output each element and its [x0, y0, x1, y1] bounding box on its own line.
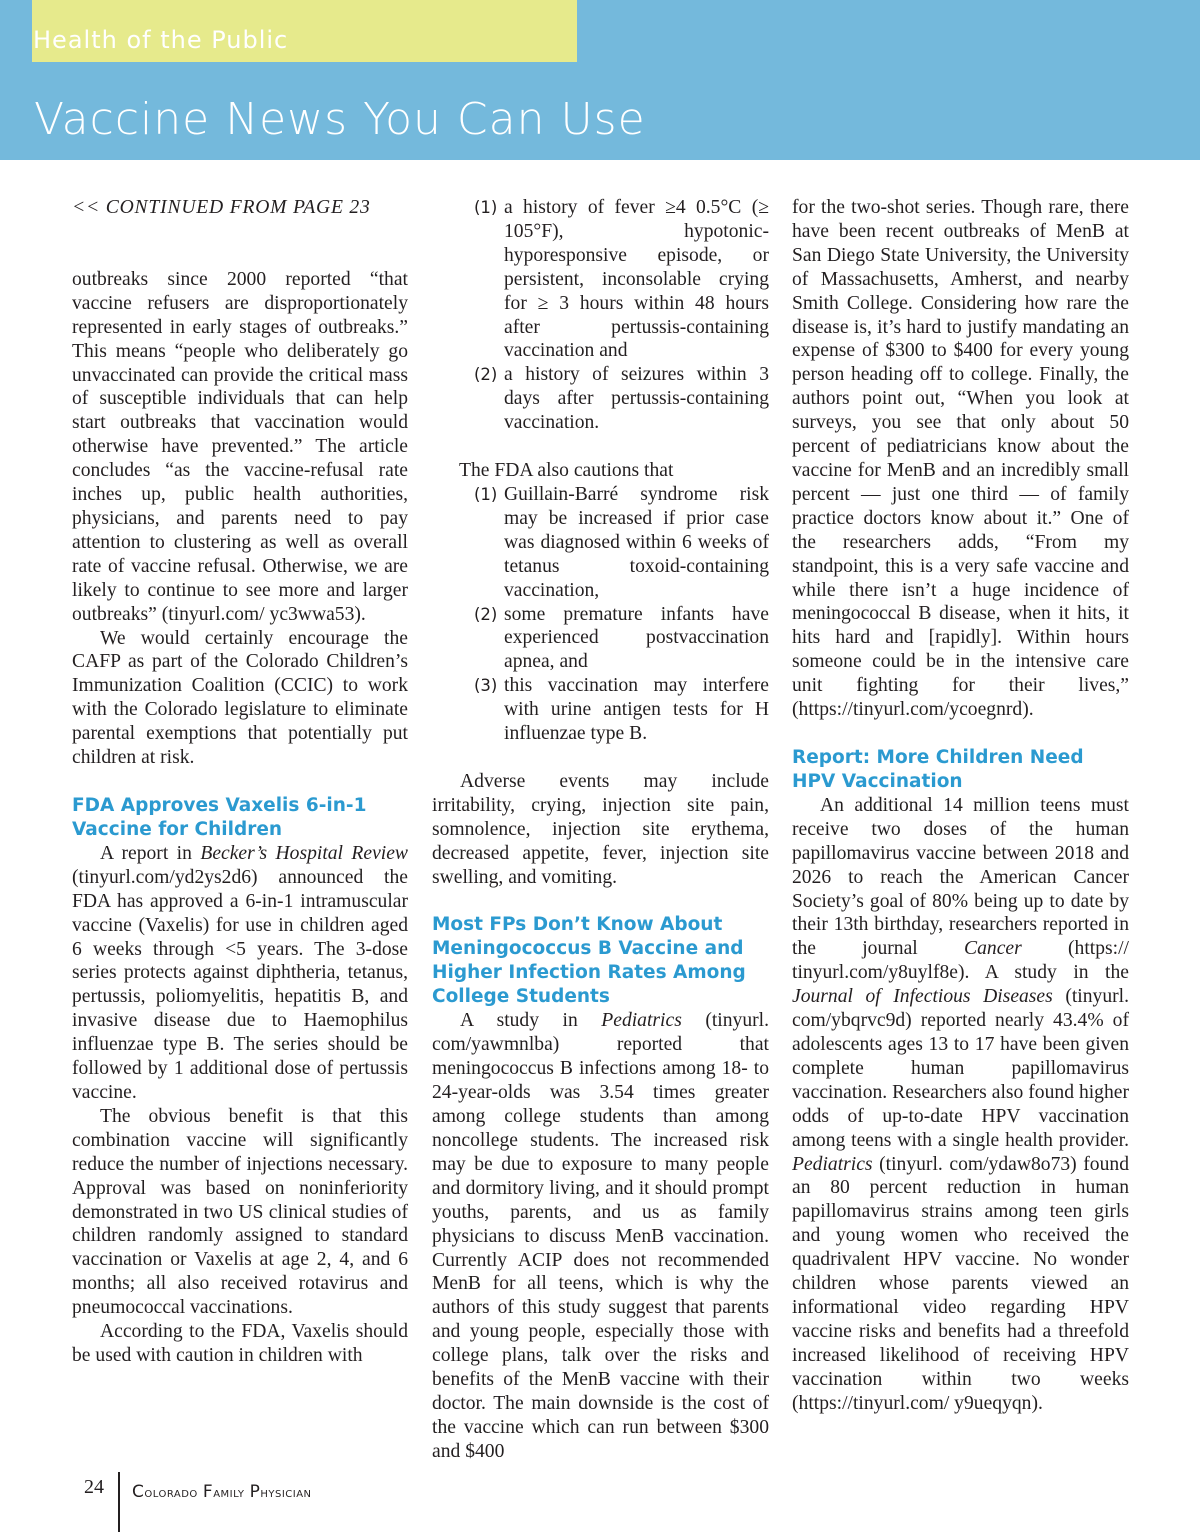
column-1: [72, 196, 408, 1368]
page-number: 24: [84, 1476, 104, 1498]
source-title: Journal of Infectious Diseases: [792, 986, 1053, 1008]
continued-from-label: << CONTINUED FROM PAGE 23: [72, 197, 371, 218]
spacer: [432, 889, 769, 913]
page-footer: [0, 1472, 1200, 1540]
spacer: [432, 746, 769, 770]
list-item-text: a history of fever ≥4 0.5°C (≥ 105°F), hypotonic-hyporesponsive episode, or persistent, inconsolable crying for ≥ 3 hours within 48 hours after pertussis-containing vaccination and: [504, 197, 769, 362]
text-run: olorado: [144, 1485, 203, 1501]
spacer: [72, 220, 408, 268]
list-item-text: some premature infants have experienced postvaccination apnea, and: [504, 603, 769, 673]
paragraph-hpv: [792, 794, 1129, 1416]
paragraph-vaxelis-benefit: The obvious benefit is that this combination vaccine will significantly reduce the number of injections necessary. Approval was based on noninferiority demonstrated in two US clinical studies of children randomly assigned to standard vaccination or Vaxelis at age 2, 4, and 6 months; all also received rotavirus and pneumococcal vaccinations.: [72, 1105, 408, 1319]
caution-list: [432, 196, 769, 435]
paragraph-menb-study: [432, 1009, 769, 1463]
text-run: C: [132, 1482, 145, 1502]
list-item-text: a history of seizures within 3 days after pertussis-containing vaccination.: [504, 364, 769, 434]
paragraph-cafp: We would certainly encourage the CAFP as part of the Colorado Children’s Immunization Coalition (CCIC) to work with the Colorado legislature to eliminate parental exemptions that potentially put children at risk.: [72, 627, 408, 769]
list-item-text: this vaccination may interfere with urine antigen tests for H influenzae type B.: [504, 675, 769, 745]
list-number: (1): [474, 484, 498, 504]
text-run: A report in: [100, 842, 201, 864]
text-run: (tinyurl. com/ydaw8o73) found an 80 percent reduction in human papillomavirus strains among teen girls and young women who received the quadrivalent HPV vaccine. No wonder children whose parents viewed an informational video regarding HPV vaccine risks and benefits had a threefold increased likelihood of receiving HPV vaccination within two weeks (https://tinyurl.com/ y9ueqyqn).: [792, 1153, 1129, 1414]
text-run: hysician: [260, 1485, 312, 1501]
paragraph-vaxelis-caution: According to the FDA, Vaxelis should be used with caution in children with: [72, 1321, 408, 1366]
spacer: [792, 722, 1129, 746]
text-run: (tinyurl. com/yawmnlba) reported that meningococcus B infections among 18- to 24-year-olds was 3.54 times greater among college students than among noncollege students. The increased risk may be due to exposure to many people and dormitory living, and it should prompt youths, parents, and us as family physicians to discuss MenB vaccination. Currently ACIP does not recommended MenB for all teens, which is why the authors of this study suggest that parents and young people, especially those with college plans, talk over the risks and benefits of the MenB vaccine with their doctor. The main downside is the cost of the vaccine which can run between $300 and $400: [432, 1010, 769, 1462]
footer-divider: [118, 1472, 120, 1532]
page-title: Vaccine News You Can Use: [34, 94, 646, 145]
publication-name: [132, 1482, 312, 1502]
list-number: (3): [474, 676, 498, 696]
source-title: Becker’s Hospital Review: [200, 842, 408, 864]
text-run: P: [249, 1482, 261, 1502]
source-title: Pediatrics: [601, 1010, 682, 1032]
text-run: A study in: [460, 1010, 602, 1032]
text-run: (https:// tinyurl.com/y8uylf8e). A study in the: [792, 938, 1129, 984]
list-number: (2): [474, 604, 498, 624]
list-number: (2): [474, 365, 498, 385]
heading-hpv: Report: More Children Need HPV Vaccination: [792, 746, 1084, 792]
paragraph-menb-continued: for the two-shot series. Though rare, there have been recent outbreaks of MenB at San Diego State University, the University of Massachusetts, Amherst, and nearby Smith College. Considering how rare the disease is, it’s hard to justify mandating an expense of $300 to $400 for every young person heading off to college. Finally, the authors point out, “When you look at surveys, you see that only about 50 percent of pediatricians know about the vaccine for MenB and an incredibly small percent — just one third — of family practice doctors know about it.” One of the researchers adds, “From my standpoint, this is a very safe vaccine and while there isn’t a huge incidence of meningococcal B disease, when it hits, it hits hard and [rapidly]. Within hours someone could be in the intensive care unit fighting for their lives,” (https://tinyurl.com/ycoegnrd).: [792, 197, 1129, 721]
list-item-text: Guillain-Barré syndrome risk may be increased if prior case was diagnosed within 6 weeks of tetanus toxoid-containing vaccination,: [504, 483, 769, 601]
source-title: Pediatrics: [792, 1153, 873, 1175]
fda-cautions-list: [432, 483, 769, 746]
text-run: (tinyurl. com/ybqrvc9d) reported nearly 43.4% of adolescents ages 13 to 17 have been given complete human papillomavirus vaccination. Researchers also found higher odds of up-to-date HPV vaccination among teens with a single health provider.: [792, 986, 1129, 1151]
list-item: [432, 196, 769, 363]
spacer: [72, 770, 408, 794]
paragraph-adverse-events: Adverse events may include irritability, crying, injection site pain, somnolence, injection site erythema, decreased appetite, fever, injection site swelling, and vomiting.: [432, 770, 769, 888]
paragraph-outbreaks: outbreaks since 2000 reported “that vaccine refusers are disproportionately represented in early stages of outbreaks.” This means “people who deliberately go unvaccinated can provide the critical mass of susceptible individuals that can help start outbreaks that vaccination would otherwise have prevented.” The article concludes “as the vaccine-refusal rate inches up, public health authorities, physicians, and parents need to pay attention to clustering as well as overall rate of vaccine refusal. Otherwise, we are likely to continue to see more and larger outbreaks” (tinyurl.com/ yc3wwa53).: [72, 268, 408, 625]
list-item: [432, 674, 769, 746]
spacer: [432, 435, 769, 459]
text-run: amily: [213, 1485, 250, 1501]
list-number: (1): [474, 198, 498, 217]
text-run: An additional 14 million teens must receive two doses of the human papillomavirus vaccine between 2018 and 2026 to reach the American Cancer Society’s goal of 80% being up to date by their 13th birthday, researchers reported in the journal: [792, 794, 1129, 960]
list-item: [432, 603, 769, 675]
fda-cautions-intro: The FDA also cautions that: [459, 460, 674, 482]
column-2: [432, 196, 769, 1464]
heading-vaxelis: FDA Approves Vaxelis 6-in-1 Vaccine for Children: [72, 794, 367, 840]
column-3: [792, 196, 1129, 1416]
list-item: [432, 483, 769, 603]
text-run: F: [202, 1482, 214, 1502]
paragraph-vaxelis-report: [72, 842, 408, 1105]
text-run: (tinyurl.com/yd2ys2d6) announced the FDA has approved a 6-in-1 intramuscular vaccine (Vaxelis) for use in children aged 6 weeks through <5 years. The 3-dose series protects against diphtheria, tetanus, pertussis, poliomyelitis, hepatitis B, and invasive disease due to Haemophilus influenzae type B. The series should be followed by 1 additional dose of pertussis vaccine.: [72, 866, 408, 1103]
list-item: [432, 363, 769, 435]
source-title: Cancer: [964, 938, 1022, 960]
section-label: Health of the Public: [33, 26, 289, 54]
heading-menb: Most FPs Don’t Know About Meningococcus B Vaccine and Higher Infection Rates Among College Students: [432, 914, 746, 1008]
